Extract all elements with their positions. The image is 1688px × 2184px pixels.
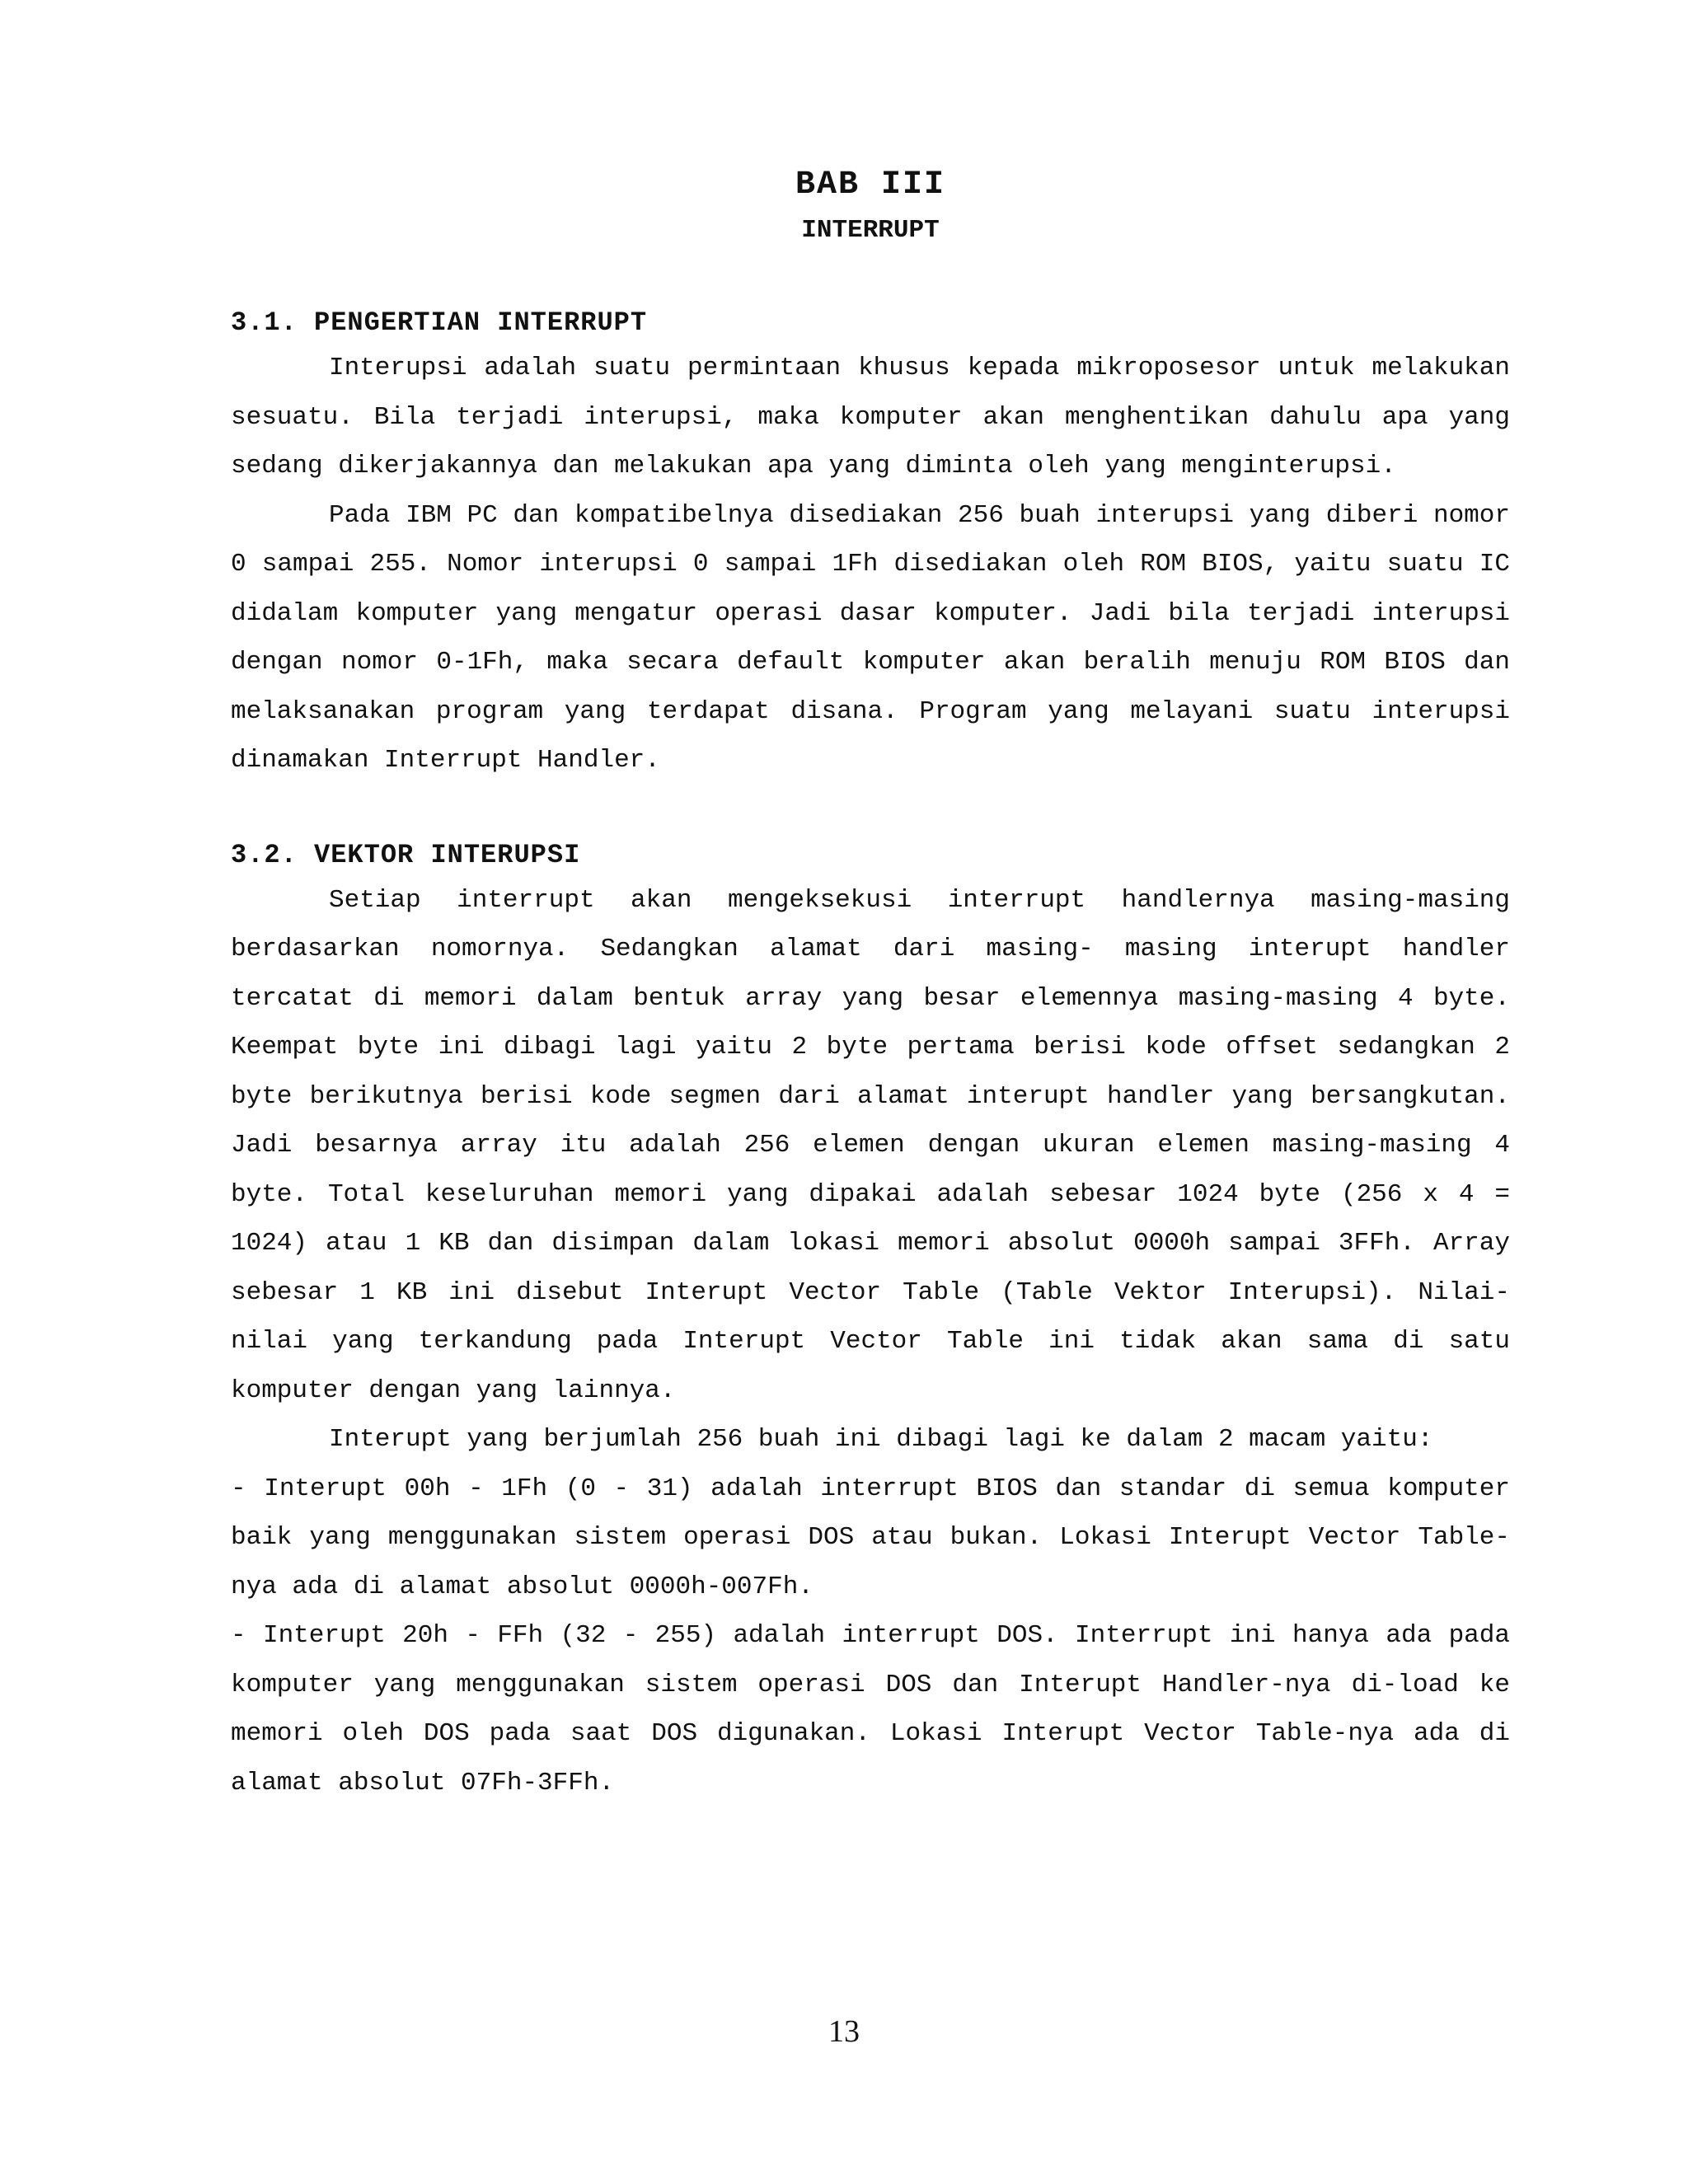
chapter-title: BAB III (795, 166, 946, 204)
section-heading-vektor: 3.2. VEKTOR INTERUPSI (231, 839, 581, 870)
page-content (231, 161, 1510, 1807)
spacer (231, 785, 1510, 835)
paragraph: Setiap interrupt akan mengeksekusi interrupt handlernya masing-masing berdasarkan nomornya. Sedangkan alamat dari masing- masing interupt handler tercatat di memori dalam bentuk array yang besar elemennya masing-masing 4 byte. Keempat byte ini dibagi lagi yaitu 2 byte pertama berisi kode offset sedangkan 2 byte berikutnya berisi kode segmen dari alamat interupt handler yang bersangkutan. Jadi besarnya array itu adalah 256 elemen dengan ukuran elemen masing-masing 4 byte. Total keseluruhan memori yang dipakai adalah sebesar 1024 byte (256 x 4 = 1024) atau 1 KB dan disimpan dalam lokasi memori absolut 0000h sampai 3FFh. Array sebesar 1 KB ini disebut Interupt Vector Table (Table Vektor Interupsi). Nilai-nilai yang terkandung pada Interupt Vector Table ini tidak akan sama di satu komputer dengan yang lainnya. (231, 885, 1510, 1405)
section-heading-pengertian: 3.1. PENGERTIAN INTERRUPT (231, 307, 648, 338)
chapter-subtitle: INTERRUPT (801, 216, 940, 245)
paragraph: Interupsi adalah suatu permintaan khusus kepada mikroposesor untuk melakukan sesuatu. Bila terjadi interupsi, maka komputer akan menghentikan dahulu apa yang sedang dikerjakannya dan melakukan apa yang diminta oleh yang menginterupsi. (231, 354, 1510, 480)
list-item: - Interupt 00h - 1Fh (0 - 31) adalah interrupt BIOS dan standar di semua komputer baik yang menggunakan sistem operasi DOS atau bukan. Lokasi Interupt Vector Table-nya ada di alamat absolut 0000h-007Fh. (231, 1474, 1510, 1601)
paragraph: Pada IBM PC dan kompatibelnya disediakan 256 buah interupsi yang diberi nomor 0 sampai 255. Nomor interupsi 0 sampai 1Fh disediakan oleh ROM BIOS, yaitu suatu IC didalam komputer yang mengatur operasi dasar komputer. Jadi bila terjadi interupsi dengan nomor 0-1Fh, maka secara default komputer akan beralih menuju ROM BIOS dan melaksanakan program yang terdapat disana. Program yang melayani suatu interupsi dinamakan Interrupt Handler. (231, 500, 1510, 775)
page-number: 13 (828, 2014, 860, 2049)
list-item: - Interupt 20h - FFh (32 - 255) adalah interrupt DOS. Interrupt ini hanya ada pada komputer yang menggunakan sistem operasi DOS dan Interupt Handler-nya di-load ke memori oleh DOS pada saat DOS digunakan. Lokasi Interupt Vector Table-nya ada di alamat absolut 07Fh-3FFh. (231, 1621, 1510, 1797)
spacer (231, 251, 1510, 302)
paragraph: Interupt yang berjumlah 256 buah ini dibagi lagi ke dalam 2 macam yaitu: (329, 1425, 1433, 1454)
